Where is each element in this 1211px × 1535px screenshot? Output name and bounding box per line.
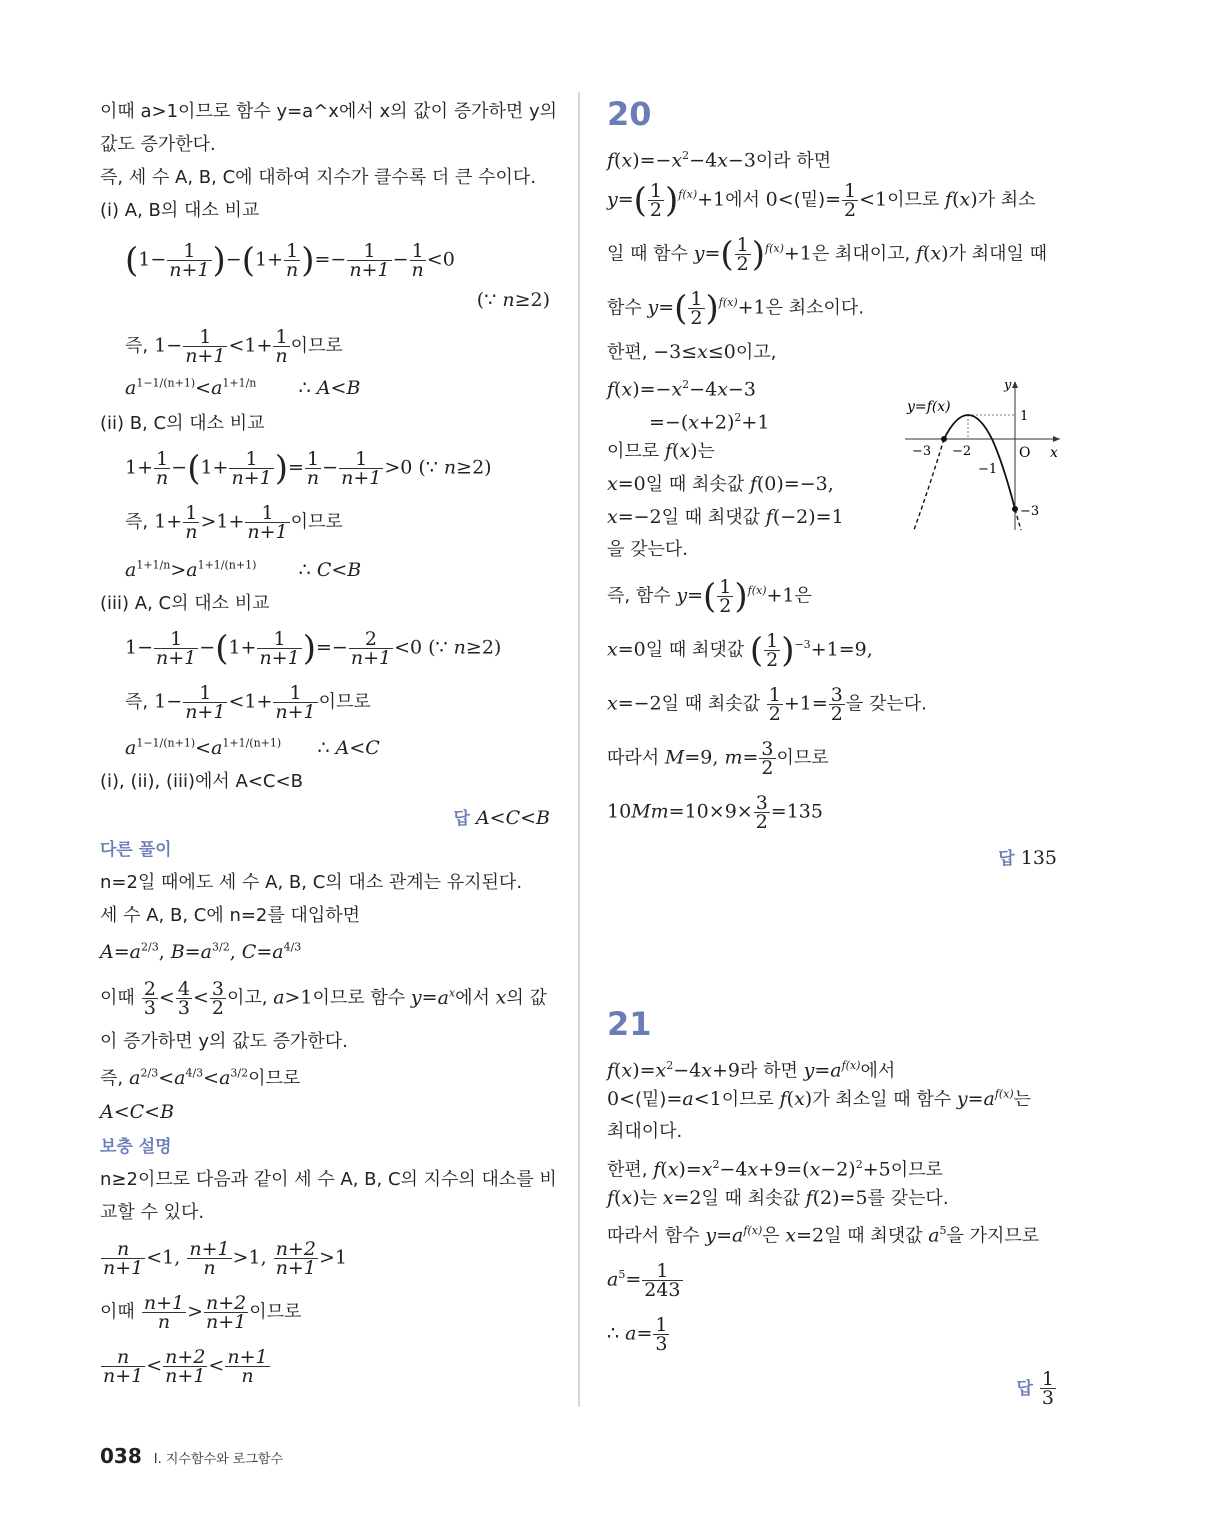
answer-label: 답: [1016, 1378, 1033, 1399]
equation-line: 함수 y=( $\frac{1}{2}$ )$^{f(x)}$+1은 최소이다.: [607, 288, 865, 329]
svg-text:y: y: [1004, 378, 1012, 393]
equation-line: (1− $\frac{1}{n+1}$ )−(1+ $\frac{1}{n}$ )=− $\frac{1}{n+1}$ − $\frac{1}{n}$ <0: [125, 240, 455, 281]
equation-line: 즉, 함수 y=( $\frac{1}{2}$ )$^{f(x)}$+1은: [607, 576, 812, 617]
equation-line: 즉, $a^{2/3}<a^{4/3}<a^{3/2}$이므로: [100, 1066, 301, 1089]
equation-line: 즉, 1+ $\frac{1}{n}$ >1+ $\frac{1}{n+1}$ 이므로: [125, 502, 343, 543]
svg-text:1: 1: [1020, 409, 1029, 424]
svg-text:−3: −3: [1020, 504, 1040, 519]
svg-text:−1: −1: [978, 462, 998, 477]
text-line: 이때 a>1이므로 함수 y=a^x에서 x의 값이 증가하면 y의: [100, 101, 558, 122]
equation-line: x=−2일 때 최솟값 $\frac{1}{2}$ +1= $\frac{3}{2}$ 을 갖는다.: [607, 684, 927, 725]
answer-20: [998, 844, 1057, 869]
equation-line: $a^{1+1/n}>a^{1+1/(n+1)}$ ∴ C<B: [125, 558, 362, 581]
equation-line: 한편, $f(x)=x^2-4x+9=(x-2)^2+5$이므로: [607, 1158, 943, 1181]
text-line: x=−2일 때 최댓값 f(−2)=1: [607, 506, 844, 528]
svg-text:x: x: [1050, 445, 1058, 461]
equation-line: 1+ $\frac{1}{n}$ −(1+ $\frac{1}{n+1}$ )= $\frac{1}{n}$ − $\frac{1}{n+1}$ >0 (∵ n≥2): [125, 448, 492, 489]
supplement-heading: 보충 설명: [100, 1137, 172, 1157]
text-line: 값도 증가한다.: [100, 134, 216, 155]
equation-line: f(x)는 x=2일 때 최솟값 f(2)=5를 갖는다.: [607, 1187, 949, 1209]
equation-line: 즉, 1− $\frac{1}{n+1}$ <1+ $\frac{1}{n}$ 이므로: [125, 326, 343, 367]
equation-line: 이때 $\frac{n+1}{n}$ > $\frac{n+2}{n+1}$ 이므로: [100, 1292, 302, 1333]
equation-line: 이때 $\frac{2}{3}$ < $\frac{4}{3}$ < $\frac{3}{2}$ 이고, a>1이므로 함수 $y=a^x$에서 x의 값: [100, 978, 547, 1019]
text-line: 세 수 A, B, C에 n=2를 대입하면: [100, 905, 361, 926]
parabola-graph: [900, 375, 1070, 535]
chapter-title: I. 지수함수와 로그함수: [153, 1452, 284, 1467]
equation-line: 1− $\frac{1}{n+1}$ −(1+ $\frac{1}{n+1}$ )=− $\frac{2}{n+1}$ <0 (∵ n≥2): [125, 628, 502, 669]
text-line: 이므로 f(x)는: [607, 440, 715, 462]
answer-21: 답 $\frac{1}{3}$: [1016, 1368, 1054, 1409]
equation-line: 따라서 M=9, m= $\frac{3}{2}$ 이므로: [607, 738, 829, 779]
answer-value: A<C<B: [475, 807, 550, 829]
answer-value: 135: [1020, 847, 1057, 869]
answer-label: 답: [453, 809, 470, 829]
conclusion-line: (i), (ii), (iii)에서 A<C<B: [100, 771, 303, 792]
equation-line: 즉, 1− $\frac{1}{n+1}$ <1+ $\frac{1}{n+1}$ 이므로: [125, 682, 371, 723]
text-line: 교할 수 있다.: [100, 1202, 205, 1223]
equation-line: $a^{1-1/(n+1)}<a^{1+1/(n+1)}$ ∴ A<C: [125, 736, 380, 759]
equation-line: ∴ a= $\frac{1}{3}$: [607, 1314, 668, 1355]
case-heading: (i) A, B의 대소 비교: [100, 200, 260, 221]
svg-text:−3: −3: [912, 444, 932, 459]
problem-number: 20: [607, 95, 652, 133]
equation-line: 일 때 함수 y=( $\frac{1}{2}$ )$^{f(x)}$+1은 최대이고, f(x)가 최대일 때: [607, 234, 1047, 275]
text-line: x=0일 때 최솟값 f(0)=−3,: [607, 473, 834, 495]
column-divider: [578, 92, 580, 1407]
equation-line: 10Mm=10×9× $\frac{3}{2}$ =135: [607, 792, 823, 833]
text-line: 이 증가하면 y의 값도 증가한다.: [100, 1031, 348, 1052]
text-line: 즉, 세 수 A, B, C에 대하여 지수가 클수록 더 큰 수이다.: [100, 167, 537, 188]
equation-line: $f(x)=-x^2-4x-3$이라 하면: [607, 149, 832, 172]
text-line: 최대이다.: [607, 1121, 683, 1142]
answer-label: 답: [998, 849, 1015, 869]
text-line: 한편, −3≤x≤0이고,: [607, 341, 777, 363]
equation-line: $\frac{n}{n+1}$ < $\frac{n+2}{n+1}$ < $\frac{n+1}{n}$: [103, 1346, 268, 1387]
alt-solution-heading: 다른 풀이: [100, 840, 172, 860]
equation-line: $=-(x+2)^2+1$: [649, 411, 770, 434]
problem-number: 21: [607, 1005, 652, 1043]
page-footer: [100, 1444, 283, 1468]
condition-note: (∵ n≥2): [476, 289, 550, 311]
equation-line: y=( $\frac{1}{2}$ )$^{f(x)}$+1에서 0<(밑)= $\frac{1}{2}$ <1이므로 f(x)가 최소: [607, 180, 1036, 221]
equation-line: 따라서 함수 $y=a^{f(x)}$은 x=2일 때 최댓값 $a^5$을 가지므로: [607, 1224, 1040, 1247]
text-line: n=2일 때에도 세 수 A, B, C의 대소 관계는 유지된다.: [100, 872, 523, 893]
svg-text:y=f(x): y=f(x): [907, 399, 951, 415]
text-line: n≥2이므로 다음과 같이 세 수 A, B, C의 지수의 대소를 비: [100, 1169, 557, 1190]
equation-line: A<C<B: [100, 1101, 175, 1123]
equation-line: 0<(밑)=a<1이므로 f(x)가 최소일 때 함수 $y=a^{f(x)}$는: [607, 1087, 1032, 1110]
case-heading: (iii) A, C의 대소 비교: [100, 593, 270, 614]
equation-line: $a^5=$ $\frac{1}{243}$: [607, 1260, 681, 1301]
text-line: 을 갖는다.: [607, 539, 688, 560]
svg-text:O: O: [1019, 445, 1031, 461]
equation-line: $A=a^{2/3}$, $B=a^{3/2}$, $C=a^{4/3}$: [100, 940, 302, 963]
equation-line: $a^{1-1/(n+1)}<a^{1+1/n}$ ∴ A<B: [125, 376, 361, 399]
svg-text:−2: −2: [952, 444, 972, 459]
equation-line: $f(x)=-x^2-4x-3$: [607, 378, 756, 401]
equation-line: x=0일 때 최댓값 ( $\frac{1}{2}$ )$^{-3}$+1=9,: [607, 630, 873, 671]
equation-line: $\frac{n}{n+1}$ <1, $\frac{n+1}{n}$ >1, $\frac{n+2}{n+1}$ >1: [103, 1238, 347, 1279]
equation-line: $f(x)=x^2-4x+9$라 하면 $y=a^{f(x)}$에서: [607, 1059, 896, 1082]
case-heading: (ii) B, C의 대소 비교: [100, 413, 265, 434]
page-number: 038: [100, 1444, 142, 1468]
answer-a: [454, 804, 551, 829]
